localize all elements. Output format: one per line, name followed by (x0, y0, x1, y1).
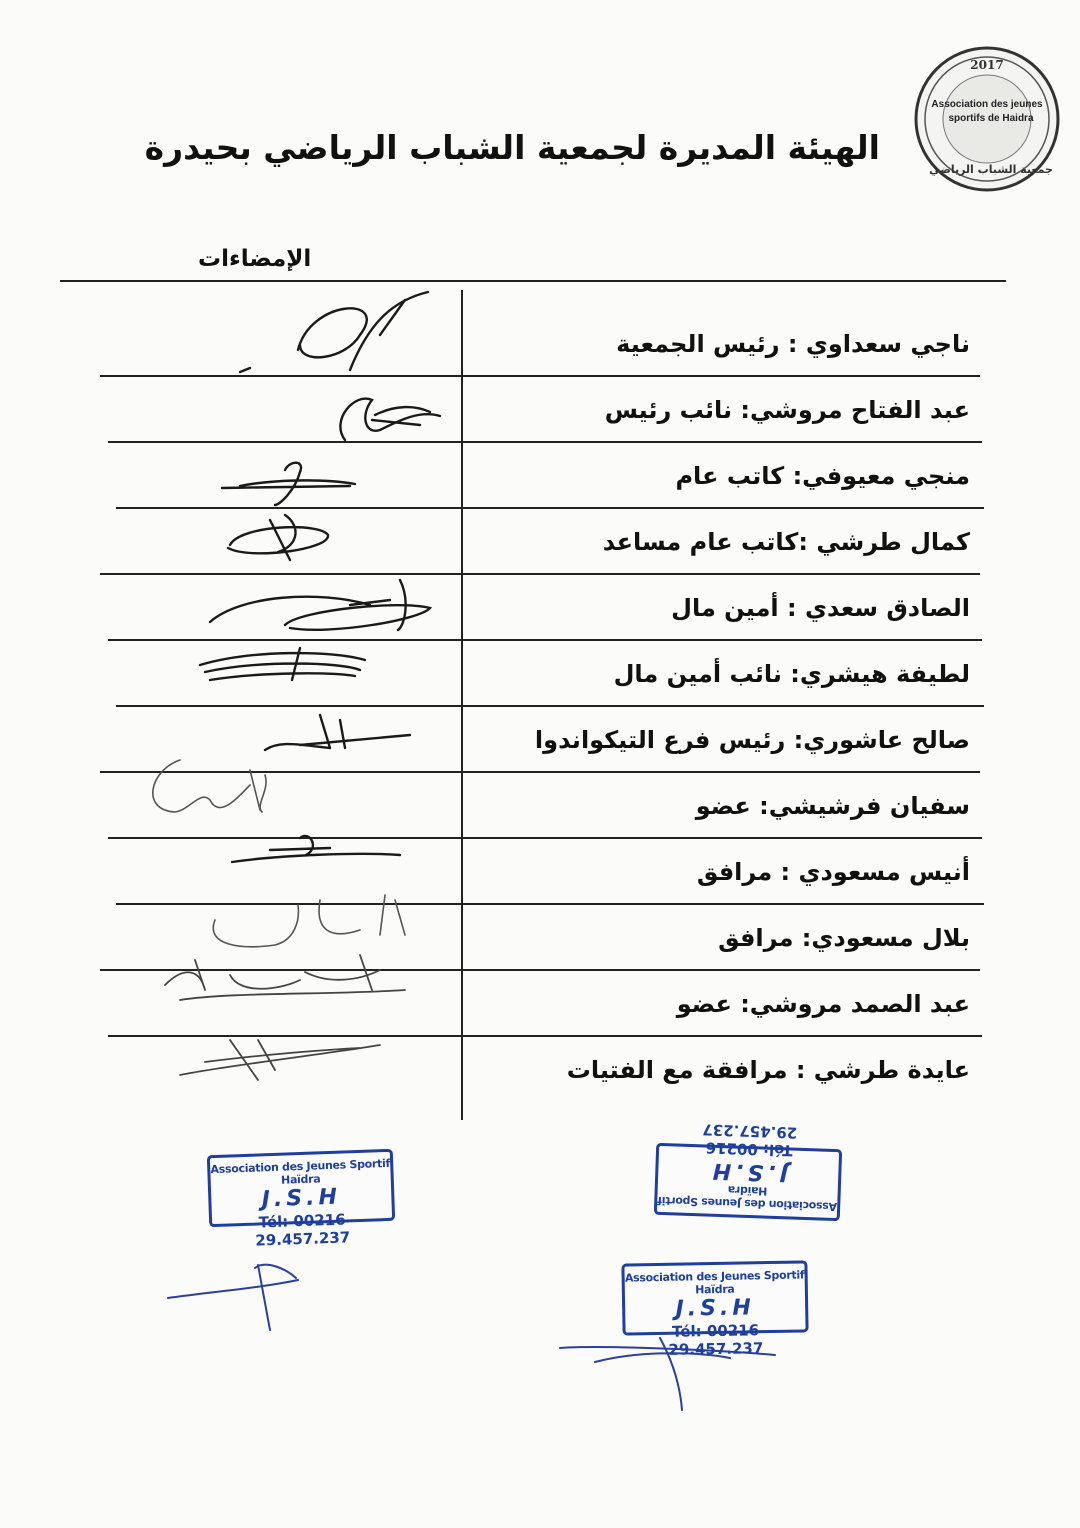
association-stamp-inverted (654, 1120, 842, 1221)
stamp-phone: Tél: 00216 29.457.237 (255, 1210, 351, 1250)
stamp-initials: J.S.H (261, 1184, 342, 1213)
stamp-phone: Tél: 00216 29.457.237 (702, 1120, 798, 1160)
stamp-name: Association des Jeunes Sportif Haïdra (624, 1268, 805, 1297)
svg-text:Association des jeunes: Association des jeunes (931, 99, 1043, 110)
stamp-name: Association des Jeunes Sportif Haïdra (210, 1156, 391, 1187)
member-row-5: الصادق سعدي : أمين مال (671, 594, 970, 622)
member-row-2: عبد الفتاح مروشي: نائب رئيس (604, 396, 970, 424)
member-row-11: عبد الصمد مروشي: عضو (676, 990, 970, 1018)
member-row-8: سفيان فرشيشي: عضو (695, 792, 970, 820)
svg-text:2017: 2017 (970, 58, 1004, 72)
member-row-10: بلال مسعودي: مرافق (718, 924, 970, 952)
stamp-initials: J.S.H (708, 1157, 789, 1186)
member-row-12: عايدة طرشي : مرافقة مع الفتيات (566, 1056, 970, 1084)
svg-text:sportifs de Haidra: sportifs de Haidra (948, 113, 1034, 124)
member-row-3: منجي معيوفي: كاتب عام (675, 462, 970, 490)
association-stamp-lower (621, 1260, 808, 1359)
stamp-name: Association des Jeunes Sportif Haïdra (657, 1183, 838, 1214)
member-row-4: كمال طرشي :كاتب عام مساعد (602, 528, 970, 556)
member-row-9: أنيس مسعودي : مرافق (696, 858, 970, 886)
association-stamp (207, 1149, 395, 1250)
document-title: الهيئة المديرة لجمعية الشباب الرياضي بحيدرة (144, 128, 880, 167)
svg-text:جمعية الشباب الرياضي: جمعية الشباب الرياضي (929, 163, 1053, 176)
member-row-6: لطيفة هيشري: نائب أمين مال (613, 660, 970, 688)
stamp-phone: Tél: 00216 29.457.237 (668, 1321, 764, 1359)
member-row-1: ناجي سعداوي : رئيس الجمعية (616, 330, 970, 358)
stamp-initials: J.S.H (675, 1295, 755, 1322)
signatures-header: الإمضاءات (198, 246, 312, 272)
member-row-7: صالح عاشوري: رئيس فرع التيكواندوا (534, 726, 970, 754)
